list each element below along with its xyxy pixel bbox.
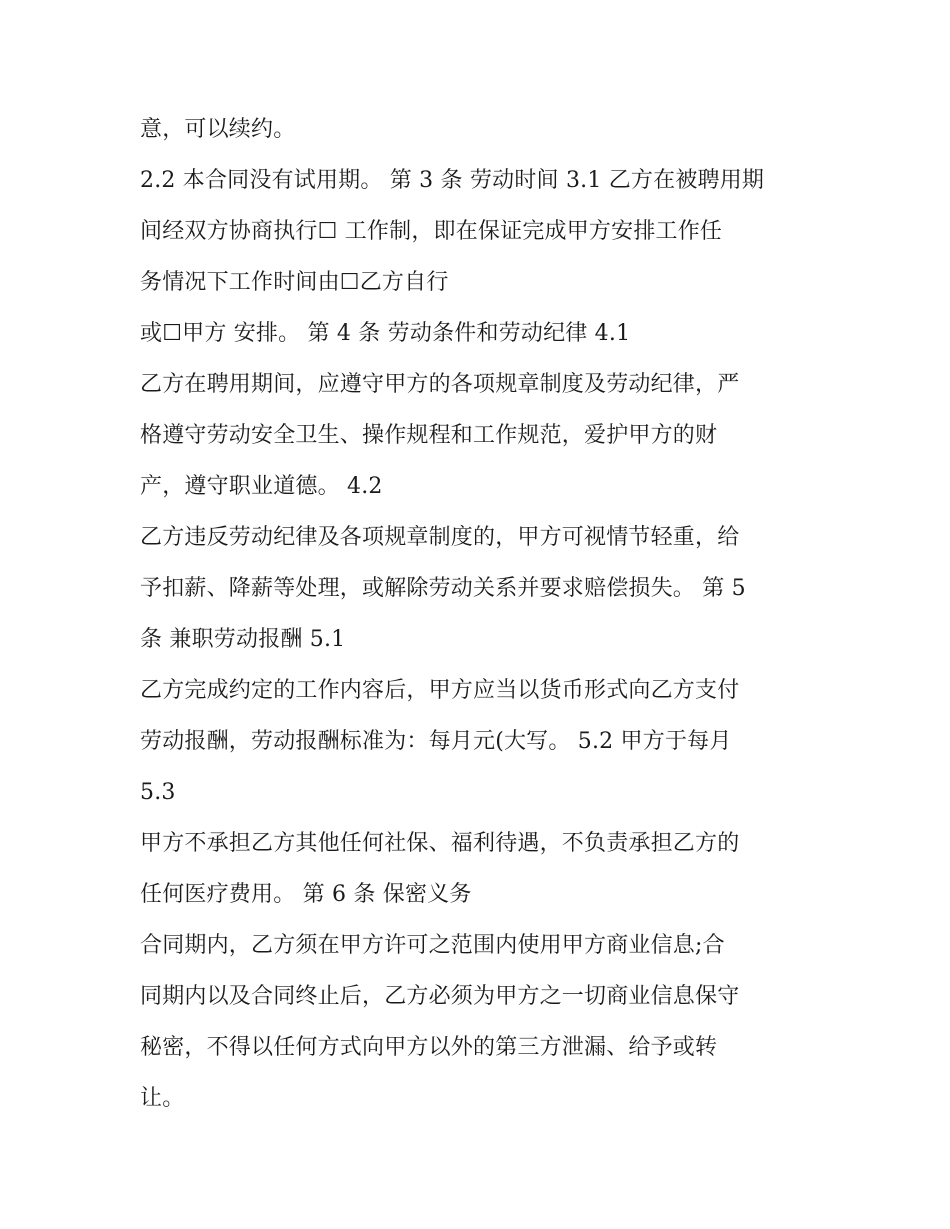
text-line-15: 甲方不承担乙方其他任何社保、福利待遇，不负责承担乙方的: [140, 831, 740, 856]
text-line-10: 予扣薪、降薪等处理，或解除劳动关系并要求赔偿损失。 第 5: [140, 576, 746, 601]
text-line-6: 乙方在聘用期间，应遵守甲方的各项规章制度及劳动纪律，严: [140, 372, 740, 397]
text-line-12: 乙方完成约定的工作内容后，甲方应当以货币形式向乙方支付: [140, 678, 740, 703]
text-line-7: 格遵守劳动安全卫生、操作规程和工作规范，爱护甲方的财: [140, 423, 718, 448]
text-line-2: 2.2 本合同没有试用期。 第 3 条 劳动时间 3.1 乙方在被聘用期: [140, 168, 765, 193]
text-line-3: 间经双方协商执行☐ 工作制，即在保证完成甲方安排工作任: [140, 219, 723, 244]
text-line-4: 务情况下工作时间由☐乙方自行: [140, 270, 449, 295]
text-line-13: 劳动报酬，劳动报酬标准为：每月元(大写。 5.2 甲方于每月: [140, 729, 732, 754]
text-line-16: 任何医疗费用。 第 6 条 保密义务: [140, 882, 472, 907]
text-line-1: 意，可以续约。: [140, 117, 296, 142]
text-line-8: 产，遵守职业道德。 4.2: [140, 474, 383, 499]
text-line-5: 或☐甲方 安排。 第 4 条 劳动条件和劳动纪律 4.1: [140, 321, 631, 346]
text-line-19: 秘密，不得以任何方式向甲方以外的第三方泄漏、给予或转: [140, 1035, 718, 1060]
text-line-17: 合同期内，乙方须在甲方许可之范围内使用甲方商业信息;合: [140, 933, 725, 958]
contract-text-body: [140, 104, 820, 1124]
text-line-9: 乙方违反劳动纪律及各项规章制度的，甲方可视情节轻重，给: [140, 525, 740, 550]
text-line-20: 让。: [140, 1086, 185, 1111]
text-line-18: 同期内以及合同终止后，乙方必须为甲方之一切商业信息保守: [140, 984, 740, 1009]
text-line-14: 5.3: [140, 780, 176, 805]
text-line-11: 条 兼职劳动报酬 5.1: [140, 627, 346, 652]
